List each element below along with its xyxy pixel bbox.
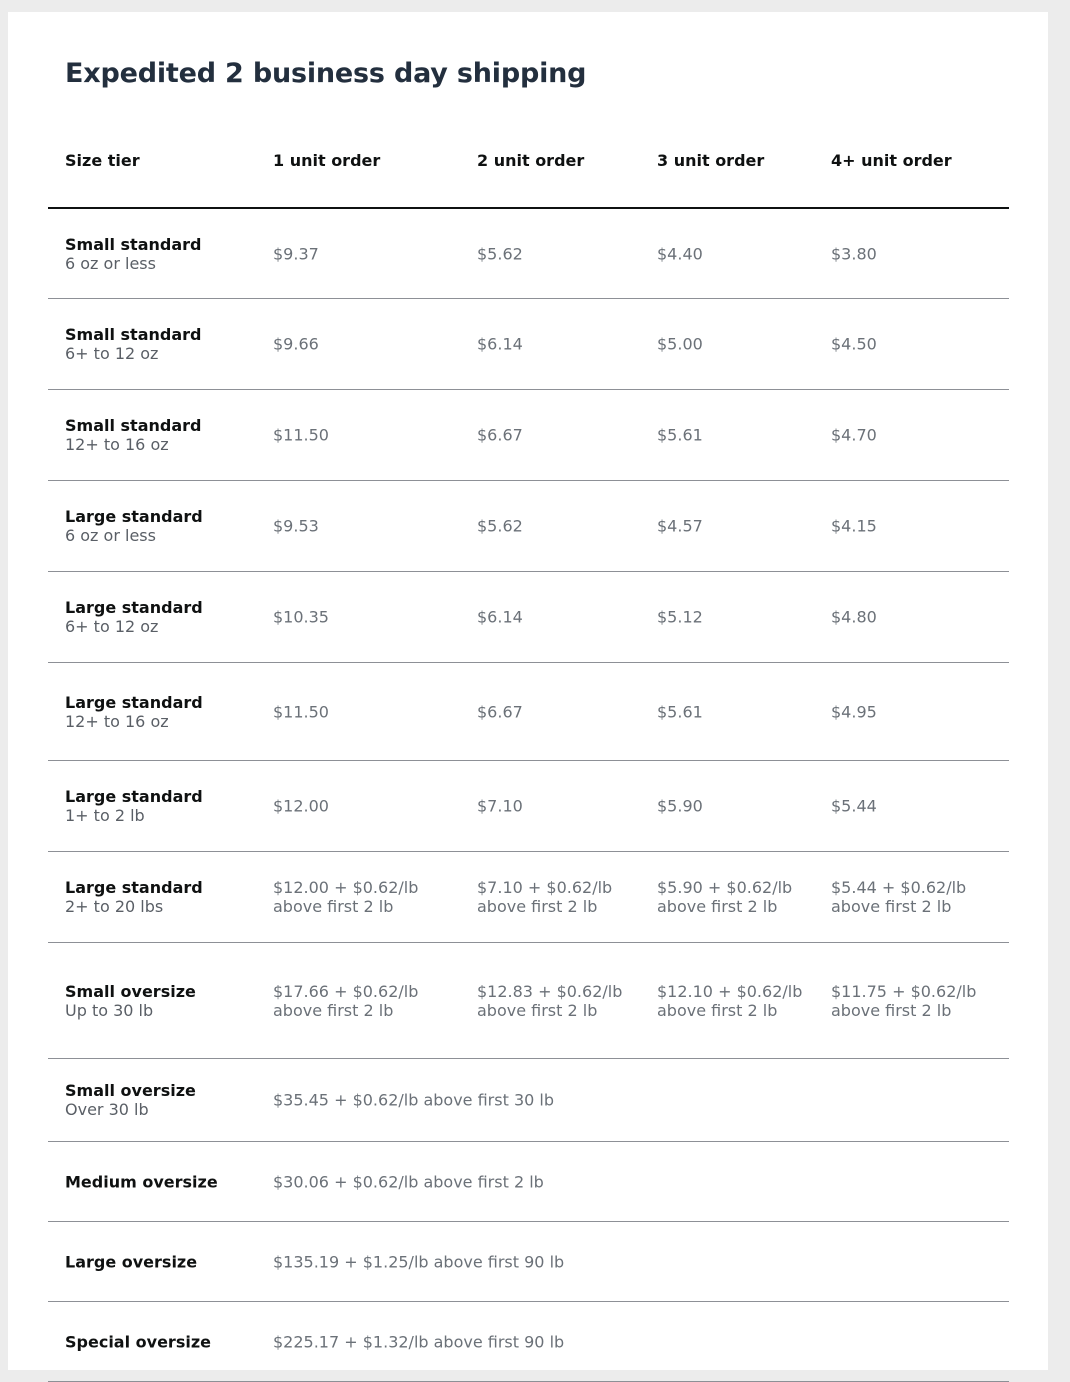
shipping-card xyxy=(8,12,1048,1370)
table-header-row xyxy=(48,136,1009,209)
size-tier-name: Medium oversize xyxy=(65,1172,218,1191)
price-line: above first 2 lb xyxy=(273,897,394,916)
price-cell-3-unit: $4.40 xyxy=(657,244,703,263)
size-tier-cell xyxy=(65,1332,211,1351)
table-body xyxy=(48,209,1009,1382)
header-3-unit: 3 unit order xyxy=(657,151,765,170)
price-cell-3-unit xyxy=(657,878,792,916)
table-row xyxy=(48,299,1009,390)
price-line: above first 2 lb xyxy=(831,897,952,916)
size-tier-name: Small standard xyxy=(65,325,202,344)
header-2-unit: 2 unit order xyxy=(477,151,585,170)
table-row xyxy=(48,1059,1009,1142)
price-cell-4plus-unit xyxy=(831,878,966,916)
price-cell-4plus-unit xyxy=(831,982,976,1020)
size-tier-cell xyxy=(65,982,196,1020)
price-cell-2-unit: $6.67 xyxy=(477,425,523,445)
price-cell-2-unit: $6.14 xyxy=(477,607,523,627)
size-tier-range: 2+ to 20 lbs xyxy=(65,897,164,916)
price-cell-2-unit: $6.67 xyxy=(477,702,523,721)
price-cell-4plus-unit: $4.50 xyxy=(831,334,877,354)
price-cell-4plus-unit: $4.95 xyxy=(831,702,877,721)
table-row xyxy=(48,390,1009,481)
table-row xyxy=(48,943,1009,1059)
price-line: above first 2 lb xyxy=(657,1000,778,1020)
price-cell-3-unit: $5.00 xyxy=(657,334,703,354)
price-cell-2-unit: $6.14 xyxy=(477,334,523,354)
price-line: $12.00 + $0.62/lb xyxy=(273,878,419,897)
price-cell-all-units: $30.06 + $0.62/lb above first 2 lb xyxy=(273,1172,544,1191)
price-cell-3-unit: $5.61 xyxy=(657,425,703,445)
shipping-rates-table xyxy=(48,136,1009,1382)
size-tier-cell xyxy=(65,235,201,273)
price-cell-4plus-unit: $3.80 xyxy=(831,244,877,263)
size-tier-name: Special oversize xyxy=(65,1332,211,1351)
price-cell-4plus-unit: $4.15 xyxy=(831,516,877,536)
price-cell-1-unit: $9.53 xyxy=(273,516,319,536)
price-line: above first 2 lb xyxy=(273,1000,394,1020)
size-tier-range: 12+ to 16 oz xyxy=(65,711,169,731)
price-cell-1-unit: $10.35 xyxy=(273,607,329,627)
table-row xyxy=(48,663,1009,761)
price-cell-3-unit: $5.61 xyxy=(657,702,703,721)
size-tier-cell xyxy=(65,598,203,636)
table-row xyxy=(48,1302,1009,1382)
table-row xyxy=(48,1142,1009,1222)
price-cell-1-unit: $9.66 xyxy=(273,334,319,354)
size-tier-cell xyxy=(65,787,203,825)
size-tier-range: 6+ to 12 oz xyxy=(65,344,159,363)
table-row xyxy=(48,761,1009,852)
table-row xyxy=(48,1222,1009,1302)
price-cell-3-unit: $5.90 xyxy=(657,796,703,816)
size-tier-cell xyxy=(65,878,203,916)
size-tier-range: 1+ to 2 lb xyxy=(65,806,145,825)
table-row xyxy=(48,481,1009,572)
price-cell-1-unit: $9.37 xyxy=(273,244,319,263)
price-cell-all-units: $225.17 + $1.32/lb above first 90 lb xyxy=(273,1332,565,1351)
price-cell-2-unit: $7.10 xyxy=(477,796,523,816)
header-1-unit: 1 unit order xyxy=(273,151,381,170)
size-tier-name: Large standard xyxy=(65,787,203,806)
size-tier-cell xyxy=(65,693,203,731)
price-line: $17.66 + $0.62/lb xyxy=(273,981,419,1001)
table-row xyxy=(48,852,1009,943)
size-tier-name: Large standard xyxy=(65,507,203,526)
price-line: $12.10 + $0.62/lb xyxy=(657,981,803,1001)
price-cell-all-units: $135.19 + $1.25/lb above first 90 lb xyxy=(273,1252,565,1271)
price-line: above first 2 lb xyxy=(477,1000,598,1020)
price-cell-3-unit: $4.57 xyxy=(657,516,703,536)
price-cell-2-unit xyxy=(477,878,612,916)
price-cell-2-unit: $5.62 xyxy=(477,244,523,263)
price-line: $12.83 + $0.62/lb xyxy=(477,981,623,1001)
table-row xyxy=(48,209,1009,299)
price-line: above first 2 lb xyxy=(657,897,778,916)
price-cell-2-unit xyxy=(477,982,622,1020)
price-cell-4plus-unit: $4.70 xyxy=(831,425,877,445)
price-line: above first 2 lb xyxy=(477,897,598,916)
size-tier-name: Large standard xyxy=(65,598,203,617)
size-tier-name: Small oversize xyxy=(65,1081,196,1100)
price-cell-1-unit: $11.50 xyxy=(273,425,329,445)
size-tier-range: 6 oz or less xyxy=(65,253,156,273)
size-tier-cell xyxy=(65,1172,218,1191)
size-tier-name: Small standard xyxy=(65,416,202,435)
price-cell-4plus-unit: $5.44 xyxy=(831,796,877,816)
size-tier-name: Large oversize xyxy=(65,1252,198,1271)
size-tier-range: 6+ to 12 oz xyxy=(65,617,159,636)
size-tier-cell xyxy=(65,416,201,454)
price-line: $5.90 + $0.62/lb xyxy=(657,878,793,897)
size-tier-cell xyxy=(65,1252,197,1271)
price-cell-2-unit: $5.62 xyxy=(477,516,523,536)
size-tier-cell xyxy=(65,1081,196,1119)
price-cell-1-unit xyxy=(273,878,418,916)
size-tier-cell xyxy=(65,325,201,363)
size-tier-name: Small standard xyxy=(65,234,202,254)
size-tier-range: 6 oz or less xyxy=(65,526,156,545)
size-tier-range: Up to 30 lb xyxy=(65,1000,154,1020)
header-4plus-unit: 4+ unit order xyxy=(831,151,952,170)
price-cell-all-units: $35.45 + $0.62/lb above first 30 lb xyxy=(273,1090,554,1110)
table-row xyxy=(48,572,1009,663)
page-title: Expedited 2 business day shipping xyxy=(65,58,587,89)
price-line: $11.75 + $0.62/lb xyxy=(831,981,977,1001)
price-line: $5.44 + $0.62/lb xyxy=(831,878,967,897)
price-line: above first 2 lb xyxy=(831,1000,952,1020)
size-tier-name: Large standard xyxy=(65,878,203,897)
price-line: $7.10 + $0.62/lb xyxy=(477,878,613,897)
size-tier-range: Over 30 lb xyxy=(65,1100,149,1119)
price-cell-1-unit xyxy=(273,982,418,1020)
size-tier-name: Large standard xyxy=(65,692,203,712)
price-cell-3-unit: $5.12 xyxy=(657,607,703,627)
price-cell-4plus-unit: $4.80 xyxy=(831,607,877,627)
size-tier-cell xyxy=(65,507,203,545)
price-cell-1-unit: $12.00 xyxy=(273,796,329,816)
size-tier-name: Small oversize xyxy=(65,981,196,1001)
size-tier-range: 12+ to 16 oz xyxy=(65,435,169,454)
header-size-tier: Size tier xyxy=(65,151,140,170)
price-cell-1-unit: $11.50 xyxy=(273,702,329,721)
price-cell-3-unit xyxy=(657,982,802,1020)
